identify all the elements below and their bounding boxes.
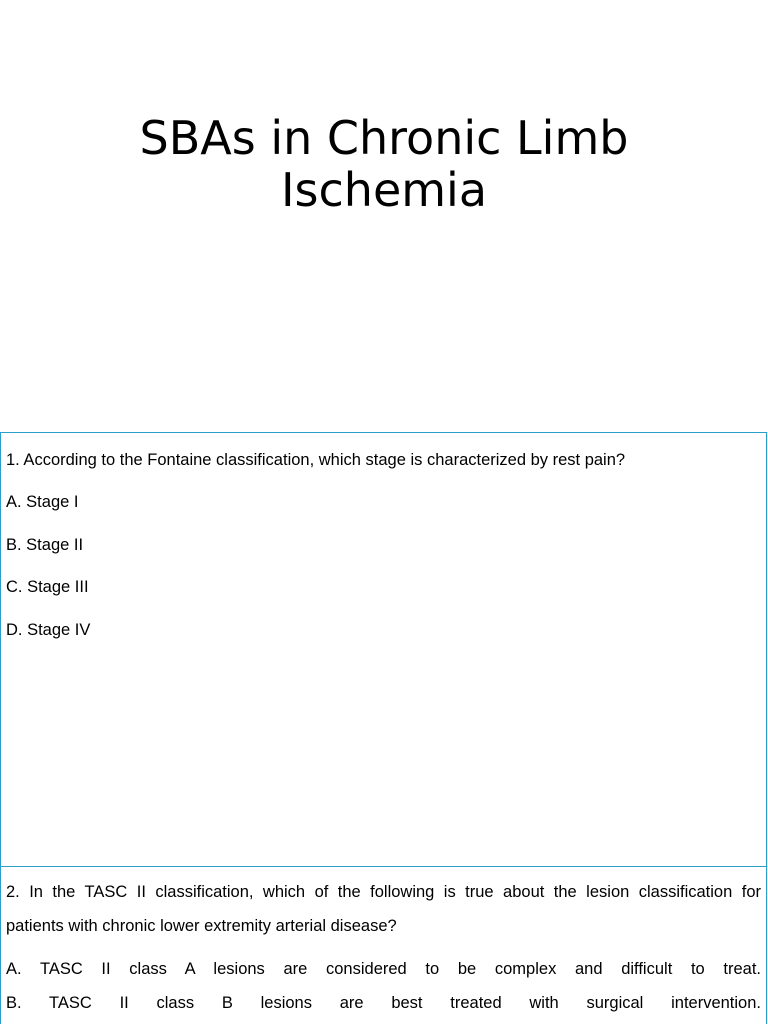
- question-1-option-b: B. Stage II: [6, 536, 84, 554]
- slide-title-line-2: Ischemia: [280, 163, 488, 217]
- question-1-option-a: A. Stage I: [6, 493, 79, 511]
- question-2-stem-line-1: 2. In the TASC II classification, which of the following is true about the lesion classification for: [6, 883, 761, 901]
- question-1-stem: 1. According to the Fontaine classification, which stage is characterized by rest pain?: [6, 451, 626, 469]
- question-1-option-d: D. Stage IV: [6, 621, 91, 639]
- slide-title: [0, 112, 768, 216]
- question-1-card: [0, 432, 767, 867]
- question-2-option-b: B. TASC II class B lesions are best treated with surgical intervention.: [6, 994, 761, 1012]
- question-1-option-c: C. Stage III: [6, 578, 89, 596]
- title-slide: [0, 0, 768, 432]
- question-2-stem-line-2: patients with chronic lower extremity arterial disease?: [6, 917, 397, 935]
- question-2-card: [0, 866, 767, 1024]
- question-2-option-a: A. TASC II class A lesions are considered to be complex and difficult to treat.: [6, 960, 761, 978]
- slide-title-line-1: SBAs in Chronic Limb: [139, 111, 629, 165]
